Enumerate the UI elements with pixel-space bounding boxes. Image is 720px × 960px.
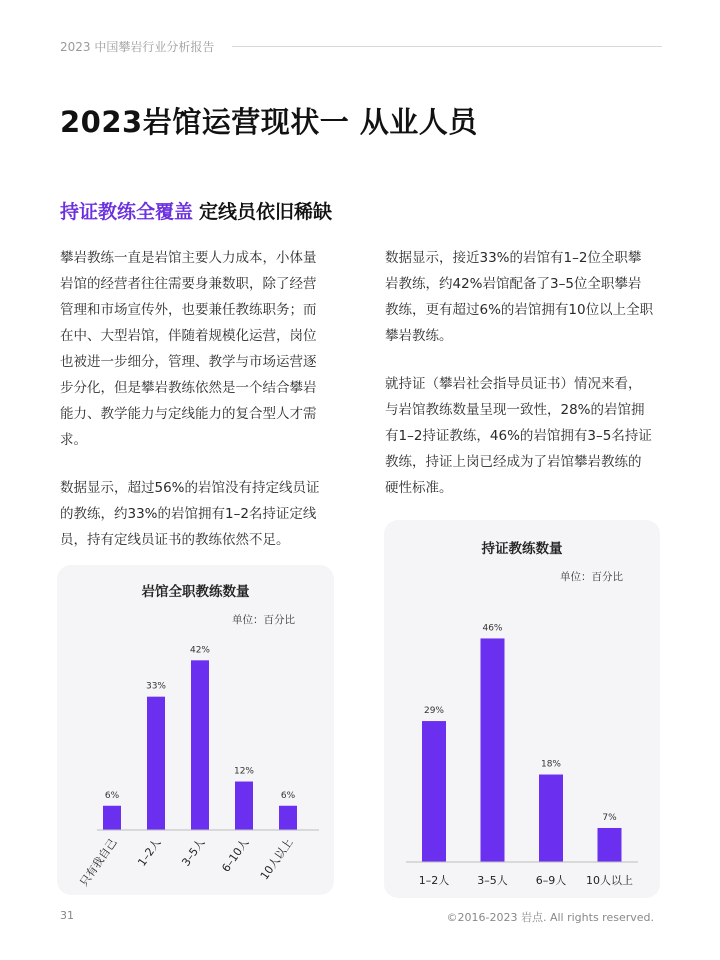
report-header: 2023 中国攀岩行业分析报告 bbox=[60, 40, 215, 54]
page-title: 2023岩馆运营现状一 从业人员 bbox=[60, 105, 478, 139]
left-paragraph-2: 数据显示，超过56%的岩馆没有持定线员证 的教练，约33%的岩馆拥有1–2名持证定线 员，持有定线员证书的教练依然不足。 bbox=[60, 480, 320, 548]
x-tick-label: 6–9人 bbox=[535, 874, 567, 887]
data-label: 29% bbox=[423, 706, 445, 717]
right-paragraph-1: 数据显示，接近33%的岩馆有1–2位全职攀 岩教练，约42%岩馆配备了3–5位全职攀岩 教练，更有超过6%的岩馆拥有10位以上全职 攀岩教练。 bbox=[385, 250, 654, 344]
bar bbox=[539, 775, 563, 862]
copyright: ©2016-2023 岩点. All rights reserved. bbox=[446, 911, 654, 924]
bar bbox=[147, 697, 165, 830]
subtitle-accent: 持证教练全覆盖 bbox=[60, 201, 194, 223]
bar bbox=[235, 782, 253, 830]
data-label: 6% bbox=[104, 790, 120, 801]
bar-chart-fulltime-coaches bbox=[57, 565, 334, 895]
x-tick-label: 10人以上 bbox=[257, 836, 296, 883]
data-label: 6% bbox=[280, 790, 296, 801]
data-label: 46% bbox=[482, 623, 503, 634]
x-tick-label: 1–2人 bbox=[418, 874, 450, 887]
left-paragraph-1: 攀岩教练一直是岩馆主要人力成本，小体量 岩馆的经营者往往需要身兼数职，除了经营 管理和市场宣传外，也要兼任教练职务；而 在中、大型岩馆，伴随着规模化运营，岗位 也被进一步细分，管理、教学与市场运营逐 步分化，但是攀岩教练依然是一个结合攀岩 能力、教学能力与定线能力的复合型人才需 求。 bbox=[60, 250, 317, 448]
x-tick-label: 10人以上 bbox=[586, 874, 633, 887]
data-label: 12% bbox=[233, 766, 255, 777]
bar bbox=[598, 828, 622, 862]
chart-unit-label: 单位：百分比 bbox=[560, 571, 623, 583]
bar-chart-certified-coaches bbox=[384, 520, 660, 898]
data-label: 33% bbox=[145, 681, 167, 692]
x-tick-label: 3–5人 bbox=[179, 836, 208, 869]
x-tick-label: 1–2人 bbox=[135, 836, 164, 869]
page-number: 31 bbox=[60, 909, 74, 922]
data-label: 7% bbox=[602, 812, 617, 823]
subtitle-plain: 定线员依旧稀缺 bbox=[199, 201, 333, 223]
x-tick-label: 3–5人 bbox=[477, 874, 508, 887]
data-label: 42% bbox=[189, 645, 211, 656]
bar bbox=[422, 721, 446, 862]
right-paragraph-2: 就持证（攀岩社会指导员证书）情况来看， 与岩馆教练数量呈现一致性，28%的岩馆拥 有1–2持证教练，46%的岩馆拥有3–5名持证 教练，持证上岗已经成为了岩馆攀岩教练的 硬性标准。 bbox=[385, 376, 652, 496]
x-tick-label: 6–10人 bbox=[219, 836, 252, 875]
bar bbox=[191, 660, 209, 830]
chart-title: 岩馆全职教练数量 bbox=[141, 584, 250, 600]
data-label: 18% bbox=[540, 759, 562, 770]
bar bbox=[481, 638, 505, 862]
x-tick-label: 只有我自己 bbox=[77, 836, 120, 889]
chart-title: 持证教练数量 bbox=[481, 541, 563, 557]
header-divider bbox=[232, 46, 662, 47]
bar bbox=[103, 806, 121, 830]
chart-unit-label: 单位：百分比 bbox=[232, 614, 295, 626]
chart-card-fulltime-coaches bbox=[57, 565, 334, 895]
bar bbox=[279, 806, 297, 830]
section-subtitle bbox=[60, 197, 332, 224]
chart-card-certified-coaches bbox=[384, 520, 660, 898]
